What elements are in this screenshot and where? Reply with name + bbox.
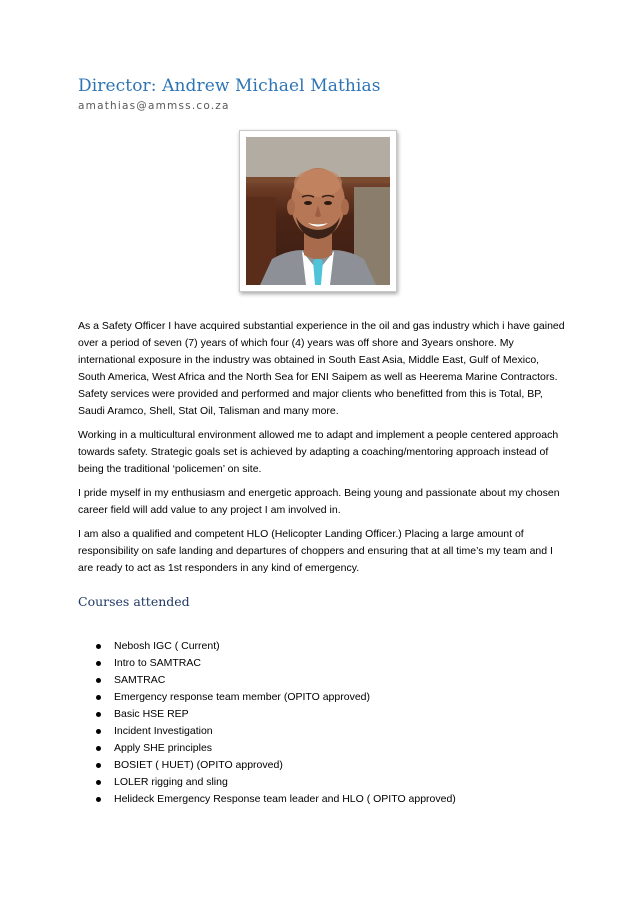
list-item xyxy=(96,672,456,689)
portrait-photo-icon xyxy=(246,137,390,285)
paragraph-hlo: I am also a qualified and competent HLO (Helicopter Landing Officer.) Placing a large amount of responsibility on safe landing and departures of choppers and ensuring that at all time’s my team and I are ready to act as 1st responders in any kind of emergency. xyxy=(78,528,553,574)
bullet-icon xyxy=(96,797,101,802)
course-label: LOLER rigging and sling xyxy=(114,776,228,788)
list-item xyxy=(96,689,456,706)
list-item xyxy=(96,706,456,723)
courses-list xyxy=(96,638,456,808)
bullet-icon xyxy=(96,746,101,751)
course-label: SAMTRAC xyxy=(114,674,166,686)
portrait-photo xyxy=(239,130,397,292)
course-label: Basic HSE REP xyxy=(114,708,189,720)
course-label: Incident Investigation xyxy=(114,725,213,737)
bullet-icon xyxy=(96,678,101,683)
paragraph-enthusiasm: I pride myself in my enthusiasm and energetic approach. Being young and passionate about my chosen career field will add value to any project I am involved in. xyxy=(78,487,560,516)
profile-text xyxy=(78,318,566,584)
course-label: Nebosh IGC ( Current) xyxy=(114,640,220,652)
course-label: Intro to SAMTRAC xyxy=(114,657,201,669)
course-label: Emergency response team member (OPITO approved) xyxy=(114,691,370,703)
bullet-icon xyxy=(96,780,101,785)
list-item xyxy=(96,723,456,740)
list-item xyxy=(96,740,456,757)
list-item xyxy=(96,655,456,672)
list-item xyxy=(96,638,456,655)
bullet-icon xyxy=(96,712,101,717)
list-item xyxy=(96,774,456,791)
list-item xyxy=(96,757,456,774)
bullet-icon xyxy=(96,763,101,768)
course-label: BOSIET ( HUET) (OPITO approved) xyxy=(114,759,283,771)
email-address: amathias@ammss.co.za xyxy=(78,100,230,112)
bullet-icon xyxy=(96,661,101,666)
course-label: Helideck Emergency Response team leader and HLO ( OPITO approved) xyxy=(114,793,456,805)
paragraph-multicultural: Working in a multicultural environment allowed me to adapt and implement a people centered approach towards safety. Strategic goals set is achieved by adapting a coaching/mentoring approach instead of being the traditional ‘policemen’ on site. xyxy=(78,429,559,475)
course-label: Apply SHE principles xyxy=(114,742,213,754)
paragraph-experience: As a Safety Officer I have acquired substantial experience in the oil and gas industry which i have gained over a period of seven (7) years of which four (4) years was off shore and 3years onshore. My international exposure in the industry was obtained in South East Asia, Middle East, Gulf of Mexico, South America, West Africa and the North Sea for ENI Saipem as well as Heerema Marine Contractors. Safety services were provided and performed and major clients who benefitted from this is Total, BP, Saudi Aramco, Shell, Stat Oil, Talisman and many more. xyxy=(78,320,565,417)
list-item xyxy=(96,791,456,808)
courses-heading: Courses attended xyxy=(78,594,190,609)
bullet-icon xyxy=(96,729,101,734)
bullet-icon xyxy=(96,644,101,649)
bullet-icon xyxy=(96,695,101,700)
page-title: Director: Andrew Michael Mathias xyxy=(78,76,381,96)
